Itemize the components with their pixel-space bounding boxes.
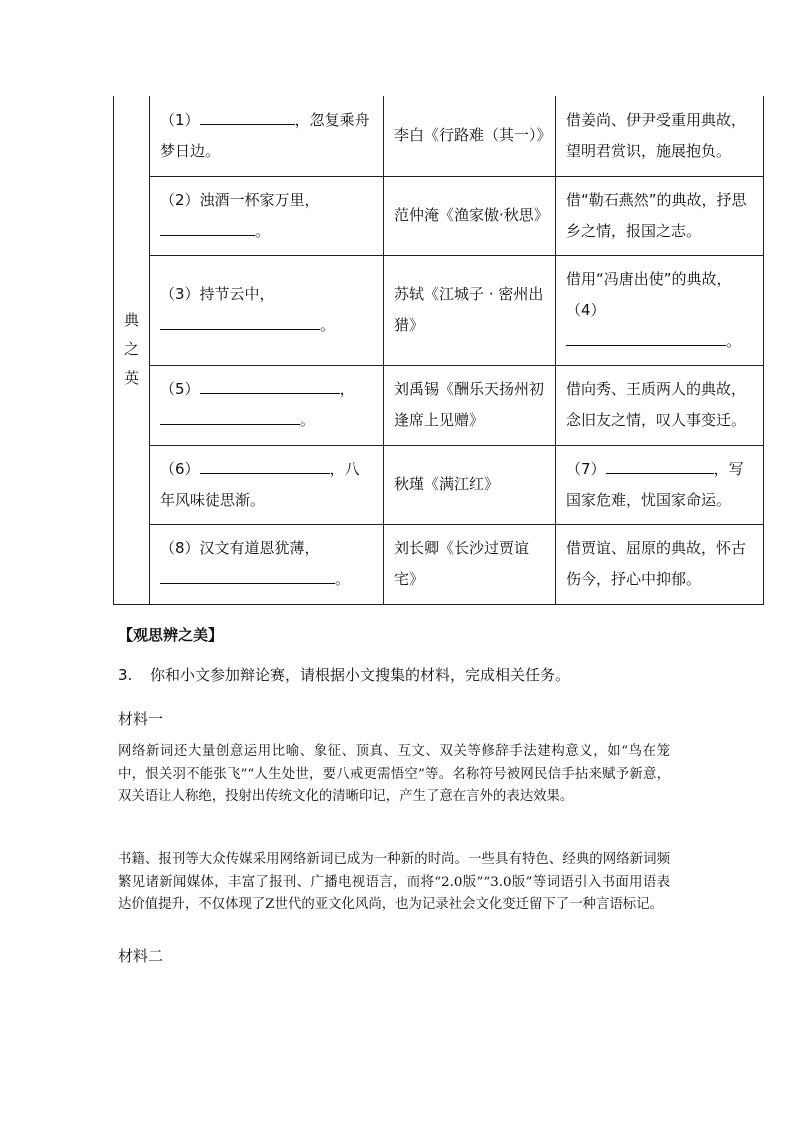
- question-number: 3.: [118, 666, 133, 684]
- source-cell: 范仲淹《渔家傲·秋思》: [384, 176, 556, 255]
- section-title: 【观思辨之美】: [118, 626, 224, 644]
- answer-blank[interactable]: [200, 455, 330, 474]
- answer-blank[interactable]: [200, 106, 295, 125]
- note-cell: 借姜尚、伊尹受重用典故，望明君赏识，施展抱负。: [556, 96, 764, 176]
- question-text: 你和小文参加辩论赛，请根据小文搜集的材料，完成相关任务。: [150, 666, 571, 684]
- source-cell: 苏轼《江城子 · 密州出猎》: [384, 255, 556, 365]
- table-row: [114, 96, 764, 176]
- verse-cell: （2）浊酒一杯家万里， 。: [150, 176, 384, 255]
- table-row: [114, 365, 764, 445]
- table-row: [114, 255, 764, 365]
- note-cell: 借贾谊、屈原的典故，怀古伤今，抒心中抑郁。: [556, 524, 764, 604]
- note-cell: 借用“冯唐出使”的典故， （4） 。: [556, 255, 764, 365]
- note-cell: 借“勒石燕然”的典故，抒思乡之情，报国之志。: [556, 176, 764, 255]
- verse-cell: （5） ， 。: [150, 365, 384, 445]
- answer-blank[interactable]: [200, 375, 340, 394]
- side-label-char: 之: [124, 340, 140, 359]
- answer-blank[interactable]: [160, 565, 335, 584]
- source-cell: 秋瑾《满江红》: [384, 445, 556, 524]
- table-row: [114, 445, 764, 524]
- answer-blank[interactable]: [606, 455, 714, 474]
- answer-blank[interactable]: [160, 217, 255, 236]
- source-cell: 李白《行路难（其一）》: [384, 96, 556, 176]
- allusion-table-container: [113, 96, 764, 605]
- material-1-paragraph-1: 网络新词还大量创意运用比喻、象征、顶真、互文、双关等修辞手法建构意义，如“鸟在笼中，恨关羽不能张飞”“人生处世，要八戒更需悟空”等。名称符号被网民信手拈来赋予新意，双关语让人称绝，投射出传统文化的清晰印记，产生了意在言外的表达效果。: [118, 744, 670, 804]
- verse-cell: （3）持节云中， 。: [150, 255, 384, 365]
- verse-cell: （6） ，八年风味徒思渐。: [150, 445, 384, 524]
- material-1-paragraph-2: 书籍、报刊等大众传媒采用网络新词已成为一种新的时尚。一些具有特色、经典的网络新词频繁见诸新闻媒体，丰富了报刊、广播电视语言，而将“2.0版”“3.0版”等词语引入书面用语表达价值提升，不仅体现了Z世代的亚文化风尚，也为记录社会文化变迁留下了一种言语标记。: [118, 852, 670, 912]
- table-row: [114, 176, 764, 255]
- answer-blank[interactable]: [160, 311, 320, 330]
- note-cell: （7） ，写国家危难，忧国家命运。: [556, 445, 764, 524]
- question-3: [118, 664, 570, 685]
- allusion-table: [113, 96, 764, 605]
- material-1-label: 材料一: [118, 710, 164, 728]
- side-label-char: 英: [124, 369, 140, 388]
- verse-cell: （1） ，忽复乘舟梦日边。: [150, 96, 384, 176]
- material-2-label: 材料二: [118, 947, 164, 965]
- answer-blank[interactable]: [566, 327, 726, 346]
- answer-blank[interactable]: [160, 406, 300, 425]
- note-cell: 借向秀、王质两人的典故，念旧友之情，叹人事变迁。: [556, 365, 764, 445]
- source-cell: 刘长卿《长沙过贾谊宅》: [384, 524, 556, 604]
- verse-cell: （8）汉文有道恩犹薄， 。: [150, 524, 384, 604]
- source-cell: 刘禹锡《酬乐天扬州初逢席上见赠》: [384, 365, 556, 445]
- table-row: [114, 524, 764, 604]
- side-label-char: 典: [124, 311, 140, 330]
- side-label-cell: [114, 96, 150, 604]
